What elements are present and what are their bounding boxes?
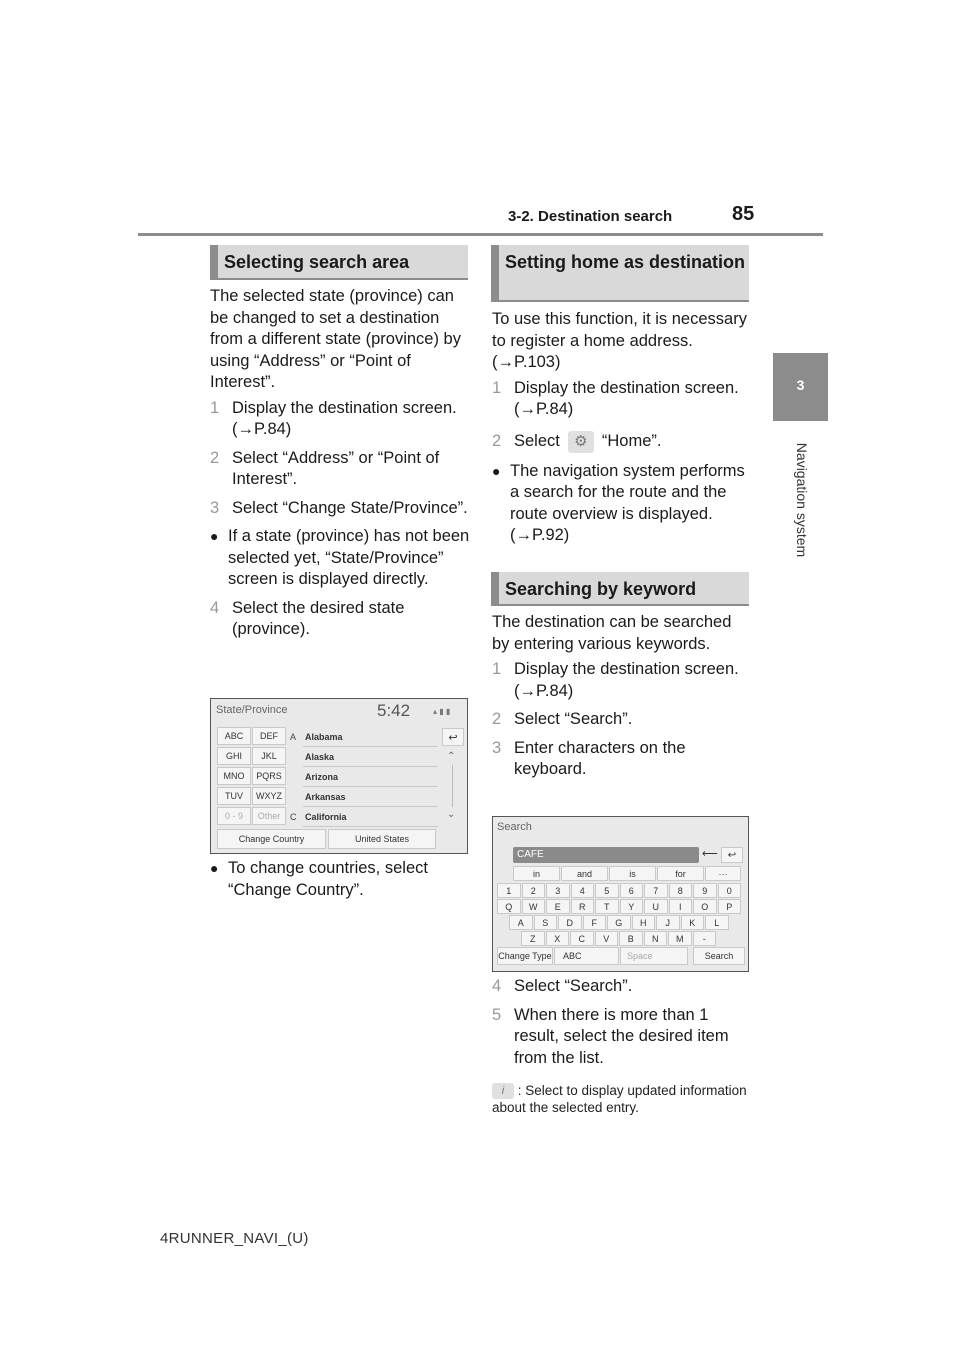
key-pqrs[interactable]: PQRS [252, 767, 286, 785]
step-text: Select “Search”. [514, 977, 633, 995]
back-icon[interactable]: ↩ [442, 728, 464, 746]
left-step-2 [210, 448, 470, 491]
step-number: 3 [492, 738, 502, 757]
keyboard-key[interactable]: W [522, 899, 546, 914]
keyboard-key[interactable]: Q [497, 899, 521, 914]
key-tuv[interactable]: TUV [217, 787, 251, 805]
key-other[interactable]: Other [252, 807, 286, 825]
heading-searching-keyword: Searching by keyword [491, 572, 749, 606]
keyboard-key[interactable]: V [595, 931, 619, 946]
keyboard-key[interactable]: L [705, 915, 729, 930]
chapter-tab [773, 353, 828, 421]
right-step-k4 [492, 976, 750, 998]
keyboard-key[interactable]: 2 [522, 883, 546, 898]
key-def[interactable]: DEF [252, 727, 286, 745]
left-step-1 [210, 398, 470, 441]
keyboard-key[interactable]: U [644, 899, 668, 914]
key-abc[interactable]: ABC [217, 727, 251, 745]
keyboard-key[interactable]: M [668, 931, 692, 946]
abc-button[interactable]: ABC [554, 947, 619, 965]
change-type-button[interactable]: Change Type [497, 947, 553, 965]
keyboard-key[interactable]: I [669, 899, 693, 914]
step-number: 4 [492, 977, 502, 995]
screen-title: Search [497, 821, 532, 833]
right-step-k5 [492, 1005, 750, 1070]
search-screenshot [492, 816, 749, 972]
right-intro-2: The destination can be searched by entering various keywords. [492, 613, 732, 653]
keyboard-key[interactable]: G [607, 915, 631, 930]
screen-title: State/Province [216, 704, 288, 716]
step-text: Select “Change State/Province”. [232, 498, 468, 517]
step-text: Select [514, 431, 560, 450]
header-rule [138, 233, 823, 236]
keyboard-key[interactable]: C [570, 931, 594, 946]
right-column-bottom [492, 976, 750, 1069]
keyboard-key[interactable]: A [509, 915, 533, 930]
keyboard-key[interactable]: H [632, 915, 656, 930]
section-title: 3-2. Destination search [508, 208, 673, 225]
state-name: California [305, 812, 347, 822]
page-number: 85 [732, 203, 755, 225]
right-step-1 [492, 378, 750, 421]
right-column-top [492, 309, 750, 547]
keyboard-key[interactable]: N [644, 931, 668, 946]
right-step-k3 [492, 738, 750, 781]
search-button[interactable]: Search [693, 947, 745, 965]
bullet-text: If a state (province) has not been selected yet, “State/Province” screen is displayed directly. [228, 527, 470, 588]
keyboard-key[interactable]: X [546, 931, 570, 946]
letter-c: C [290, 812, 297, 822]
back-icon[interactable]: ↩ [721, 847, 743, 863]
keyboard-key[interactable]: S [534, 915, 558, 930]
change-country-button[interactable]: Change Country [217, 829, 326, 849]
bullet-text: To change countries, select “Change Country”. [228, 859, 428, 899]
keyboard-key[interactable]: Y [620, 899, 644, 914]
left-step-4 [210, 598, 470, 641]
keyboard-key[interactable]: 6 [620, 883, 644, 898]
step-number: 2 [492, 431, 502, 450]
step-number: 2 [210, 448, 220, 467]
more-suggestions-key[interactable]: ··· [705, 866, 741, 881]
step-number: 3 [210, 498, 220, 517]
step-number: 1 [492, 660, 502, 678]
heading-setting-home: Setting home as destination [491, 245, 749, 302]
key-mno[interactable]: MNO [217, 767, 251, 785]
country-button[interactable]: United States [328, 829, 436, 849]
right-step-k2 [492, 709, 750, 731]
search-input-value: CAFE [517, 849, 544, 860]
heading-selecting-search-area: Selecting search area [210, 245, 468, 280]
step-number: 2 [492, 710, 502, 728]
keyboard-key[interactable]: 0 [718, 883, 742, 898]
suggestion-key[interactable]: and [561, 866, 608, 881]
backspace-icon[interactable]: ⟵ [702, 848, 718, 860]
bullet-icon: ● [492, 462, 501, 479]
bullet-icon: ● [210, 528, 219, 544]
letter-a: A [290, 732, 297, 742]
left-column-bottom [210, 858, 470, 901]
right-bullet-1 [492, 461, 750, 547]
state-name: Arkansas [305, 792, 346, 802]
keyboard-key[interactable]: 3 [546, 883, 570, 898]
chapter-label-wrap [757, 425, 847, 575]
suggestion-key[interactable]: for [657, 866, 704, 881]
keyboard-key[interactable]: P [718, 899, 742, 914]
chapter-label: Navigation system [794, 442, 810, 558]
state-name: Alabama [305, 732, 343, 742]
doc-code: 4RUNNER_NAVI_(U) [160, 1230, 309, 1247]
keyboard-key[interactable]: Z [521, 931, 545, 946]
suggestion-key[interactable]: in [513, 866, 560, 881]
keyboard-key[interactable]: T [595, 899, 619, 914]
right-step-2 [492, 431, 750, 453]
right-step-k1 [492, 659, 750, 702]
step-text: When there is more than 1 result, select the desired item from the list. [514, 1005, 729, 1067]
left-bullet-1 [210, 526, 470, 591]
keyboard-key[interactable]: - [693, 931, 717, 946]
home-gear-icon: ⚙ [568, 431, 594, 453]
info-note [492, 1082, 762, 1116]
step-text: Display the destination screen. (→P.84) [232, 398, 457, 438]
keyboard-key[interactable]: 5 [595, 883, 619, 898]
key-0-9[interactable]: 0 - 9 [217, 807, 251, 825]
step-number: 1 [492, 378, 502, 397]
info-icon: i [492, 1083, 514, 1099]
step-text: Select the desired state (province). [232, 598, 405, 638]
state-province-screenshot [210, 698, 468, 854]
screen-time: 5:42 [377, 701, 411, 720]
right-intro-1: To use this function, it is necessary to register a home address. (→P.103) [492, 310, 747, 371]
scrollbar[interactable] [452, 765, 453, 807]
step-number: 4 [210, 598, 220, 617]
left-column [210, 286, 470, 641]
keyboard-key[interactable]: J [656, 915, 680, 930]
search-input[interactable] [513, 847, 699, 863]
state-item[interactable] [303, 748, 438, 767]
step-number: 5 [492, 1005, 502, 1024]
state-name: Alaska [305, 752, 335, 762]
step-text: Display the destination screen. (→P.84) [514, 660, 739, 700]
keyboard-key[interactable]: F [583, 915, 607, 930]
keyboard-key[interactable]: K [681, 915, 705, 930]
state-item[interactable] [303, 788, 438, 807]
left-step-3 [210, 498, 470, 520]
bullet-text: The navigation system performs a search for the route and the route overview is displayed. (→P.92) [510, 461, 745, 544]
suggestion-key[interactable]: is [609, 866, 656, 881]
keyboard-key[interactable]: B [619, 931, 643, 946]
state-item[interactable] [303, 768, 438, 787]
key-ghi[interactable]: GHI [217, 747, 251, 765]
step-text: Select “Address” or “Point of Interest”. [232, 448, 440, 488]
keyboard-key[interactable]: 1 [497, 883, 521, 898]
keyboard-key[interactable]: 4 [571, 883, 595, 898]
left-bullet-2 [210, 858, 470, 901]
space-button[interactable]: Space [620, 947, 688, 965]
step-text: Display the destination screen. (→P.84) [514, 378, 739, 418]
left-intro: The selected state (province) can be changed to set a destination from a different state (province) by using “Address” or “Point of Interest”. [210, 287, 461, 391]
state-item[interactable] [303, 808, 438, 827]
keyboard-key[interactable]: 7 [644, 883, 668, 898]
key-jkl[interactable]: JKL [252, 747, 286, 765]
state-name: Arizona [305, 772, 339, 782]
key-wxyz[interactable]: WXYZ [252, 787, 286, 805]
page-up-icon[interactable]: ⌃ [447, 751, 456, 762]
step-text: Select “Search”. [514, 710, 633, 728]
keyboard-key[interactable]: E [546, 899, 570, 914]
keyboard-key[interactable]: O [693, 899, 717, 914]
keyboard-key[interactable]: 9 [693, 883, 717, 898]
keyboard-key[interactable]: D [558, 915, 582, 930]
bullet-icon: ● [210, 860, 219, 876]
right-column-mid [492, 612, 750, 781]
chapter-number: 3 [796, 377, 805, 393]
status-icons: ▴ ▮ ▮ [433, 707, 451, 716]
step-text: Enter characters on the keyboard. [514, 738, 686, 778]
page-down-icon[interactable]: ⌄ [447, 809, 456, 820]
step-number: 1 [210, 398, 220, 417]
info-note-text: : Select to display updated information about the selected entry. [492, 1083, 747, 1116]
state-item[interactable] [303, 728, 438, 747]
step-text: “Home”. [601, 431, 662, 450]
keyboard-key[interactable]: 8 [669, 883, 693, 898]
keyboard-key[interactable]: R [571, 899, 595, 914]
